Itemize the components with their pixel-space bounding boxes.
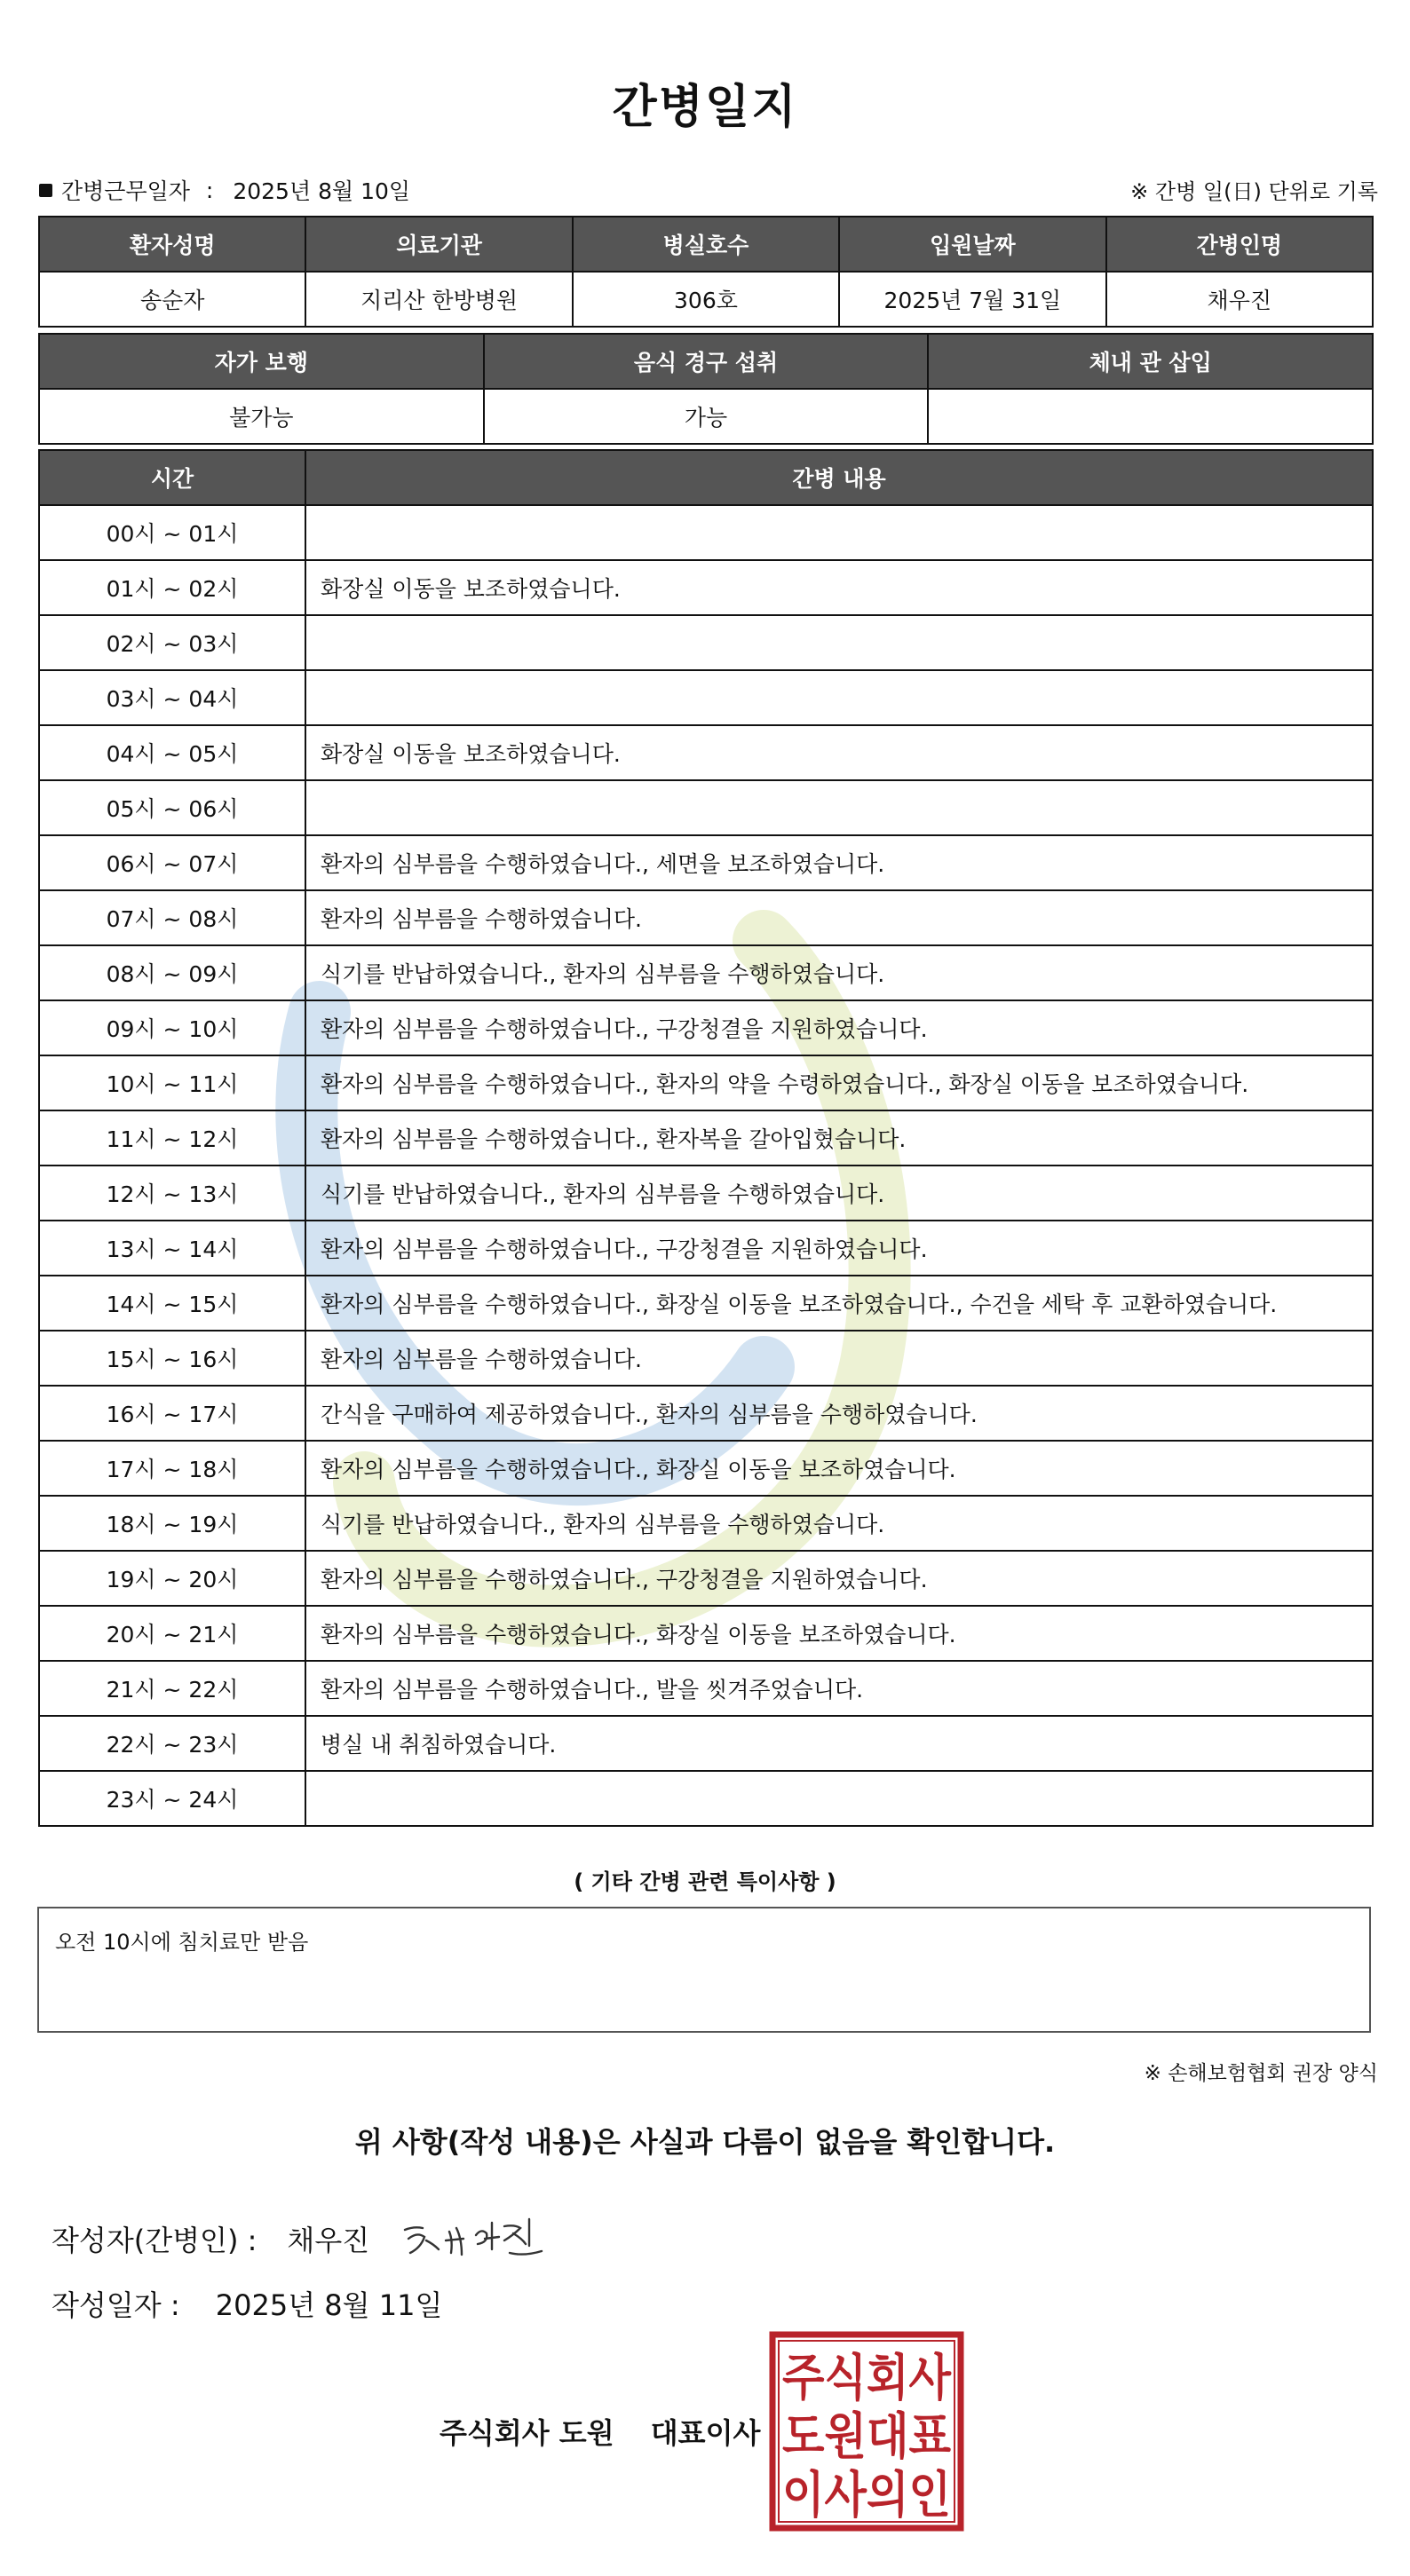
patient-name: 송순자 [39,272,305,327]
table-row [39,1661,1373,1716]
time-slot: 14시 ~ 15시 [39,1276,305,1331]
care-content: 환자의 심부름을 수행하였습니다. [305,890,1373,945]
caregiver-name: 채우진 [1106,272,1373,327]
care-content: 환자의 심부름을 수행하였습니다., 구강청결을 지원하였습니다. [305,1000,1373,1055]
table-header-row [39,217,1373,272]
patient-info-table [38,216,1374,328]
time-slot: 09시 ~ 10시 [39,1000,305,1055]
company-line [440,2411,760,2452]
header-care-content: 간병 내용 [305,450,1373,505]
table-row [39,945,1373,1000]
time-slot: 13시 ~ 14시 [39,1221,305,1276]
time-slot: 00시 ~ 01시 [39,505,305,560]
table-row [39,272,1373,327]
table-row [39,1496,1373,1551]
care-content: 식기를 반납하였습니다., 환자의 심부름을 수행하였습니다. [305,1496,1373,1551]
table-row [39,1110,1373,1166]
table-row [39,615,1373,670]
care-content: 환자의 심부름을 수행하였습니다., 세면을 보조하였습니다. [305,835,1373,890]
care-content: 식기를 반납하였습니다., 환자의 심부름을 수행하였습니다. [305,945,1373,1000]
time-slot: 08시 ~ 09시 [39,945,305,1000]
header-walking: 자가 보행 [39,334,484,389]
care-content: 환자의 심부름을 수행하였습니다., 화장실 이동을 보조하였습니다., 수건을 세탁 후 교환하였습니다. [305,1276,1373,1331]
header-admission-date: 입원날짜 [839,217,1105,272]
write-date-label: 작성일자 : [51,2288,180,2322]
bullet-square-icon [39,184,52,197]
write-date-value: 2025년 8월 11일 [215,2288,443,2322]
care-content: 환자의 심부름을 수행하였습니다., 발을 씻겨주었습니다. [305,1661,1373,1716]
care-content: 환자의 심부름을 수행하였습니다., 화장실 이동을 보조하였습니다. [305,1606,1373,1661]
time-slot: 06시 ~ 07시 [39,835,305,890]
table-row [39,1551,1373,1606]
table-row [39,560,1373,615]
representative-title: 대표이사 [650,2416,761,2450]
table-row [39,1331,1373,1386]
care-content: 환자의 심부름을 수행하였습니다., 구강청결을 지원하였습니다. [305,1221,1373,1276]
writer-name: 채우진 [287,2224,370,2257]
recommend-note: ※ 손해보험협회 권장 양식 [1144,2062,1378,2085]
care-content: 환자의 심부름을 수행하였습니다. [305,1331,1373,1386]
table-row [39,1441,1373,1496]
special-notes-box [37,1907,1371,2033]
header-tube-insertion: 체내 관 삽입 [928,334,1373,389]
seal-line: 이사의인 [782,2467,951,2525]
writer-line [51,2214,568,2264]
time-slot: 15시 ~ 16시 [39,1331,305,1386]
table-row [39,1276,1373,1331]
unit-note: ※ 간병 일(日) 단위로 기록 [1130,179,1378,204]
care-content: 환자의 심부름을 수행하였습니다., 환자복을 갈아입혔습니다. [305,1110,1373,1166]
patient-status-table [38,333,1374,445]
table-row [39,1386,1373,1441]
handwritten-signature-icon [400,2214,568,2264]
time-slot: 05시 ~ 06시 [39,780,305,835]
company-seal-icon [769,2331,964,2532]
hospital-name: 지리산 한방병원 [305,272,572,327]
time-slot: 20시 ~ 21시 [39,1606,305,1661]
table-header-row [39,450,1373,505]
room-number: 306호 [573,272,839,327]
table-row [39,835,1373,890]
table-row [39,505,1373,560]
care-log-body [39,505,1373,1826]
time-slot: 21시 ~ 22시 [39,1661,305,1716]
care-content: 환자의 심부름을 수행하였습니다., 환자의 약을 수령하였습니다., 화장실 이동을 보조하였습니다. [305,1055,1373,1110]
document-title: 간병일지 [612,81,798,134]
care-content: 화장실 이동을 보조하였습니다. [305,725,1373,780]
table-header-row [39,334,1373,389]
care-content [305,780,1373,835]
writer-label: 작성자(간병인) : [51,2224,257,2257]
care-content [305,615,1373,670]
time-slot: 11시 ~ 12시 [39,1110,305,1166]
care-log-table [38,449,1374,1827]
care-content: 간식을 구매하여 제공하였습니다., 환자의 심부름을 수행하였습니다. [305,1386,1373,1441]
time-slot: 16시 ~ 17시 [39,1386,305,1441]
time-slot: 02시 ~ 03시 [39,615,305,670]
oral-intake-status: 가능 [484,389,929,444]
company-name: 주식회사 도원 [440,2416,614,2450]
special-notes-text: 오전 10시에 침치료만 받음 [55,1930,309,1955]
table-row [39,670,1373,725]
special-notes-title: ( 기타 간병 관련 특이사항 ) [574,1869,836,1894]
time-slot: 04시 ~ 05시 [39,725,305,780]
table-row [39,1221,1373,1276]
table-row [39,1606,1373,1661]
care-content [305,505,1373,560]
time-slot: 07시 ~ 08시 [39,890,305,945]
table-row [39,1166,1373,1221]
header-time: 시간 [39,450,305,505]
care-content: 환자의 심부름을 수행하였습니다., 화장실 이동을 보조하였습니다. [305,1441,1373,1496]
walking-status: 불가능 [39,389,484,444]
table-row [39,1771,1373,1826]
table-row [39,725,1373,780]
table-row [39,1000,1373,1055]
time-slot: 23시 ~ 24시 [39,1771,305,1826]
tube-insertion-status [928,389,1373,444]
care-content: 병실 내 취침하였습니다. [305,1716,1373,1771]
care-content [305,670,1373,725]
time-slot: 22시 ~ 23시 [39,1716,305,1771]
care-content: 환자의 심부름을 수행하였습니다., 구강청결을 지원하였습니다. [305,1551,1373,1606]
time-slot: 10시 ~ 11시 [39,1055,305,1110]
time-slot: 17시 ~ 18시 [39,1441,305,1496]
table-row [39,890,1373,945]
table-row [39,780,1373,835]
care-content [305,1771,1373,1826]
time-slot: 03시 ~ 04시 [39,670,305,725]
admission-date: 2025년 7월 31일 [839,272,1105,327]
table-row [39,1716,1373,1771]
write-date-line [51,2283,442,2324]
time-slot: 19시 ~ 20시 [39,1551,305,1606]
header-room: 병실호수 [573,217,839,272]
work-date-separator: : [205,177,214,203]
confirmation-statement: 위 사항(작성 내용)은 사실과 다름이 없음을 확인합니다. [354,2125,1056,2159]
time-slot: 01시 ~ 02시 [39,560,305,615]
header-caregiver-name: 간병인명 [1106,217,1373,272]
header-patient-name: 환자성명 [39,217,305,272]
seal-line: 주식회사 [782,2350,952,2407]
table-row [39,1055,1373,1110]
work-date [39,174,410,206]
time-slot: 12시 ~ 13시 [39,1166,305,1221]
header-hospital: 의료기관 [305,217,572,272]
header-oral-intake: 음식 경구 섭취 [484,334,929,389]
care-content: 화장실 이동을 보조하였습니다. [305,560,1373,615]
work-date-label: 간병근무일자 [61,178,190,204]
seal-line: 도원대표 [782,2408,951,2466]
care-content: 식기를 반납하였습니다., 환자의 심부름을 수행하였습니다. [305,1166,1373,1221]
work-date-value: 2025년 8월 10일 [233,178,411,204]
time-slot: 18시 ~ 19시 [39,1496,305,1551]
table-row [39,389,1373,444]
